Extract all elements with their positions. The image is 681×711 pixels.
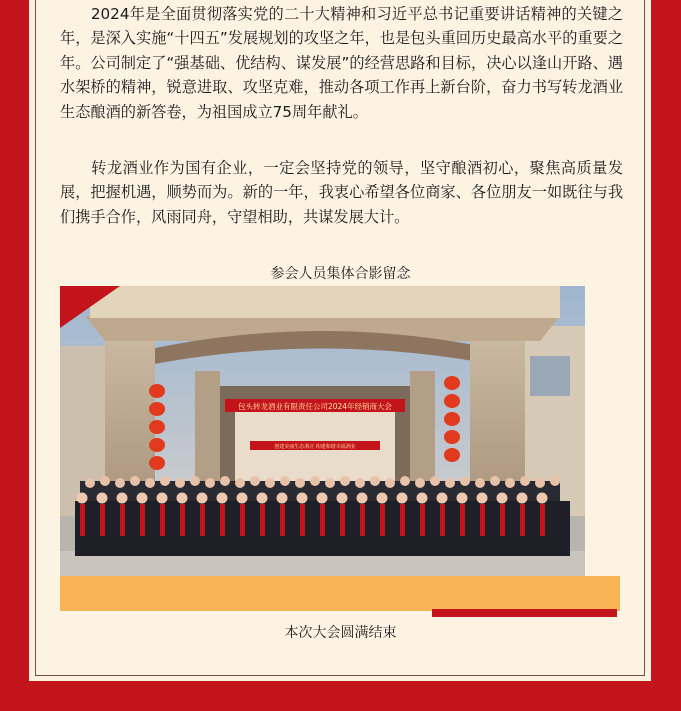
photo-corner-decoration: [60, 286, 120, 328]
article-paragraph-1: 2024年是全面贯彻落实党的二十大精神和习近平总书记重要讲话精神的关键之年，是深入实施“十四五”发展规划的攻坚之年，也是包头重回历史最高水平的重要之年。公司制定了“强基础、优结构、谋发展”的经营思路和目标，决心以逢山开路、遇水架桥的精神，锐意进取、攻坚克难，推动各项工作再上新台阶，奋力书写转龙酒业生态酿酒的新答卷，为祖国成立75周年献礼。: [60, 5, 623, 121]
article-paragraph-2: 转龙酒业作为国有企业，一定会坚持党的领导，坚守酿酒初心，聚焦高质量发展，把握机遇，顺势而为。新的一年，我衷心希望各位商家、各位朋友一如既往与我们携手合作，风雨同舟，守望相助，共谋发展大计。: [60, 159, 623, 226]
photo-caption: 参会人员集体合影留念: [270, 266, 411, 282]
photo-banner-text: 包头转龙酒业有限责任公司2024年经销商大会: [237, 402, 393, 411]
gold-decor-bar: [60, 576, 620, 611]
end-caption: 本次大会圆满结束: [284, 625, 397, 641]
photo-sub-banner-text: 创建美丽生态酒庄 构建和谐幸福酒业: [274, 444, 356, 450]
group-photo: [60, 286, 585, 576]
bottom-strip: [29, 681, 651, 711]
red-decor-bar: [432, 609, 617, 617]
